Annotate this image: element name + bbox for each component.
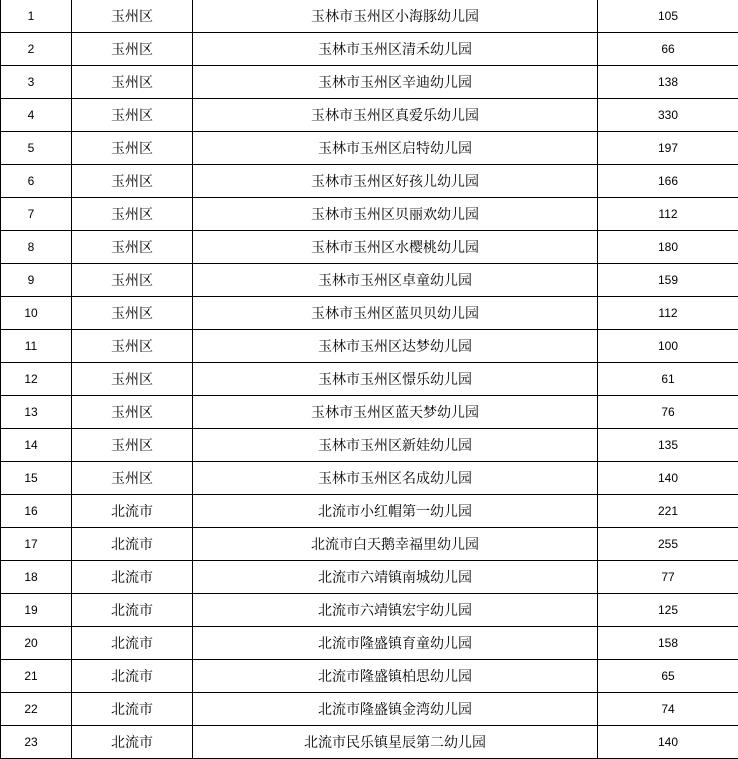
district-cell-text: 玉州区 (111, 372, 153, 388)
count-cell (598, 363, 738, 396)
kindergarten-name-cell-text: 北流市白天鹅幸福里幼儿园 (311, 537, 479, 553)
count-cell-text: 105 (658, 9, 678, 23)
kindergarten-name-cell (193, 231, 598, 264)
table-row (1, 99, 738, 132)
row-number-cell (1, 627, 72, 660)
kindergarten-name-cell-text: 玉林市玉州区辛迪幼儿园 (318, 75, 472, 91)
district-cell (72, 396, 193, 429)
table-row (1, 462, 738, 495)
count-cell-text: 159 (658, 273, 678, 287)
district-cell-text: 玉州区 (111, 339, 153, 355)
row-number-cell (1, 594, 72, 627)
kindergarten-name-cell-text: 玉林市玉州区蓝贝贝幼儿园 (311, 306, 479, 322)
district-cell (72, 66, 193, 99)
kindergarten-name-cell (193, 132, 598, 165)
kindergarten-name-cell-text: 北流市隆盛镇育童幼儿园 (318, 636, 472, 652)
kindergarten-name-cell-text: 玉林市玉州区蓝天梦幼儿园 (311, 405, 479, 421)
count-cell (598, 297, 738, 330)
kindergarten-name-cell-text: 北流市民乐镇星辰第二幼儿园 (304, 735, 486, 751)
row-number-cell (1, 693, 72, 726)
row-number-cell (1, 429, 72, 462)
row-number-cell (1, 726, 72, 759)
count-cell-text: 166 (658, 174, 678, 188)
row-number-cell (1, 528, 72, 561)
count-cell (598, 429, 738, 462)
row-number-cell (1, 264, 72, 297)
kindergarten-name-cell-text: 玉林市玉州区好孩儿幼儿园 (311, 174, 479, 190)
row-number-cell-text: 7 (7, 207, 55, 221)
district-cell-text: 北流市 (111, 570, 153, 586)
kindergarten-name-cell-text: 北流市六靖镇南城幼儿园 (318, 570, 472, 586)
count-cell-text: 112 (658, 306, 677, 320)
count-cell-text: 140 (658, 471, 678, 485)
district-cell (72, 594, 193, 627)
count-cell (598, 594, 738, 627)
table-row (1, 330, 738, 363)
count-cell (598, 660, 738, 693)
count-cell-text: 255 (658, 537, 678, 551)
kindergarten-name-cell-text: 玉林市玉州区名成幼儿园 (318, 471, 472, 487)
row-number-cell (1, 33, 72, 66)
row-number-cell (1, 231, 72, 264)
kindergarten-name-cell (193, 528, 598, 561)
kindergarten-name-cell (193, 0, 598, 33)
count-cell-text: 221 (658, 504, 678, 518)
district-cell (72, 165, 193, 198)
table-row (1, 627, 738, 660)
table-row (1, 726, 738, 759)
district-cell (72, 726, 193, 759)
count-cell (598, 561, 738, 594)
kindergarten-name-cell (193, 33, 598, 66)
table-row (1, 33, 738, 66)
count-cell-text: 76 (661, 405, 674, 419)
row-number-cell (1, 165, 72, 198)
row-number-cell-text: 2 (7, 42, 55, 56)
row-number-cell-text: 9 (7, 273, 55, 287)
row-number-cell-text: 12 (7, 372, 55, 386)
kindergarten-name-cell (193, 330, 598, 363)
district-cell (72, 99, 193, 132)
district-cell-text: 北流市 (111, 636, 153, 652)
table-row (1, 231, 738, 264)
row-number-cell (1, 99, 72, 132)
table-row (1, 396, 738, 429)
district-cell (72, 462, 193, 495)
district-cell-text: 北流市 (111, 702, 153, 718)
row-number-cell-text: 13 (7, 405, 55, 419)
count-cell-text: 112 (658, 207, 677, 221)
row-number-cell (1, 462, 72, 495)
district-cell-text: 北流市 (111, 603, 153, 619)
district-cell (72, 660, 193, 693)
count-cell (598, 0, 738, 33)
kindergarten-name-cell-text: 玉林市玉州区新娃幼儿园 (318, 438, 472, 454)
count-cell (598, 396, 738, 429)
district-cell-text: 玉州区 (111, 9, 153, 25)
kindergarten-name-cell-text: 玉林市玉州区小海豚幼儿园 (311, 9, 479, 25)
district-cell (72, 561, 193, 594)
district-cell (72, 231, 193, 264)
district-cell (72, 627, 193, 660)
row-number-cell-text: 19 (7, 603, 55, 617)
kindergarten-name-cell-text: 玉林市玉州区贝丽欢幼儿园 (311, 207, 479, 223)
kindergarten-name-cell (193, 66, 598, 99)
row-number-cell (1, 660, 72, 693)
count-cell (598, 264, 738, 297)
kindergarten-name-cell-text: 玉林市玉州区卓童幼儿园 (318, 273, 472, 289)
count-cell-text: 135 (658, 438, 678, 452)
row-number-cell-text: 11 (7, 339, 55, 353)
count-cell (598, 66, 738, 99)
district-cell (72, 429, 193, 462)
kindergarten-name-cell-text: 北流市隆盛镇柏思幼儿园 (318, 669, 472, 685)
district-cell-text: 玉州区 (111, 174, 153, 190)
district-cell (72, 198, 193, 231)
row-number-cell-text: 22 (7, 702, 55, 716)
count-cell-text: 197 (658, 141, 678, 155)
row-number-cell (1, 396, 72, 429)
kindergarten-name-cell (193, 198, 598, 231)
row-number-cell (1, 132, 72, 165)
row-number-cell-text: 14 (7, 438, 55, 452)
kindergarten-name-cell (193, 429, 598, 462)
row-number-cell (1, 561, 72, 594)
kindergarten-name-cell-text: 玉林市玉州区水樱桃幼儿园 (311, 240, 479, 256)
kindergarten-name-cell (193, 264, 598, 297)
district-cell-text: 北流市 (111, 735, 153, 751)
count-cell-text: 158 (658, 636, 678, 650)
table-row (1, 264, 738, 297)
kindergarten-name-cell-text: 玉林市玉州区启特幼儿园 (318, 141, 472, 157)
table-row (1, 297, 738, 330)
table-row (1, 660, 738, 693)
district-cell (72, 330, 193, 363)
kindergarten-name-cell-text: 玉林市玉州区憬乐幼儿园 (318, 372, 472, 388)
district-cell-text: 玉州区 (111, 141, 153, 157)
count-cell-text: 125 (658, 603, 678, 617)
kindergarten-name-cell (193, 693, 598, 726)
row-number-cell (1, 330, 72, 363)
count-cell-text: 61 (661, 372, 674, 386)
kindergarten-name-cell (193, 726, 598, 759)
row-number-cell (1, 363, 72, 396)
count-cell-text: 77 (661, 570, 674, 584)
kindergarten-name-cell (193, 462, 598, 495)
district-cell-text: 玉州区 (111, 273, 153, 289)
count-cell (598, 132, 738, 165)
row-number-cell (1, 297, 72, 330)
count-cell (598, 462, 738, 495)
row-number-cell-text: 17 (7, 537, 55, 551)
kindergarten-name-cell (193, 297, 598, 330)
count-cell (598, 99, 738, 132)
district-cell-text: 玉州区 (111, 306, 153, 322)
row-number-cell (1, 0, 72, 33)
district-cell-text: 玉州区 (111, 405, 153, 421)
district-cell-text: 玉州区 (111, 42, 153, 58)
kindergarten-name-cell-text: 北流市隆盛镇金湾幼儿园 (318, 702, 472, 718)
count-cell (598, 165, 738, 198)
kindergarten-name-cell (193, 627, 598, 660)
row-number-cell (1, 495, 72, 528)
district-cell (72, 0, 193, 33)
row-number-cell-text: 18 (7, 570, 55, 584)
count-cell-text: 65 (661, 669, 674, 683)
table-row (1, 165, 738, 198)
district-cell-text: 玉州区 (111, 75, 153, 91)
row-number-cell-text: 1 (7, 9, 55, 23)
kindergarten-name-cell (193, 99, 598, 132)
count-cell (598, 495, 738, 528)
table-row (1, 594, 738, 627)
district-cell-text: 玉州区 (111, 471, 153, 487)
district-cell (72, 528, 193, 561)
count-cell (598, 693, 738, 726)
count-cell-text: 180 (658, 240, 678, 254)
kindergarten-name-cell-text: 玉林市玉州区清禾幼儿园 (318, 42, 472, 58)
district-cell (72, 264, 193, 297)
kindergarten-name-cell (193, 165, 598, 198)
district-cell (72, 33, 193, 66)
row-number-cell-text: 21 (7, 669, 55, 683)
table-row (1, 198, 738, 231)
kindergarten-name-cell-text: 北流市小红帽第一幼儿园 (318, 504, 472, 520)
table-row (1, 132, 738, 165)
row-number-cell-text: 8 (7, 240, 55, 254)
row-number-cell-text: 23 (7, 735, 55, 749)
district-cell-text: 玉州区 (111, 438, 153, 454)
district-cell (72, 297, 193, 330)
row-number-cell-text: 10 (7, 306, 55, 320)
district-cell-text: 玉州区 (111, 240, 153, 256)
table-body (1, 0, 738, 759)
district-cell-text: 北流市 (111, 669, 153, 685)
kindergarten-name-cell (193, 396, 598, 429)
kindergarten-name-cell (193, 363, 598, 396)
count-cell (598, 231, 738, 264)
district-cell (72, 132, 193, 165)
row-number-cell-text: 20 (7, 636, 55, 650)
count-cell-text: 100 (658, 339, 678, 353)
count-cell-text: 66 (661, 42, 674, 56)
count-cell (598, 330, 738, 363)
table-row (1, 66, 738, 99)
table-row (1, 495, 738, 528)
kindergarten-name-cell (193, 660, 598, 693)
kindergarten-name-cell-text: 北流市六靖镇宏宇幼儿园 (318, 603, 472, 619)
district-cell (72, 693, 193, 726)
district-cell-text: 北流市 (111, 504, 153, 520)
count-cell (598, 726, 738, 759)
count-cell (598, 33, 738, 66)
row-number-cell-text: 5 (7, 141, 55, 155)
kindergarten-name-cell-text: 玉林市玉州区达梦幼儿园 (318, 339, 472, 355)
row-number-cell-text: 15 (7, 471, 55, 485)
district-cell-text: 玉州区 (111, 108, 153, 124)
count-cell-text: 138 (658, 75, 678, 89)
table-row (1, 561, 738, 594)
row-number-cell-text: 16 (7, 504, 55, 518)
row-number-cell-text: 3 (7, 75, 55, 89)
district-cell (72, 363, 193, 396)
count-cell (598, 198, 738, 231)
kindergarten-name-cell (193, 495, 598, 528)
row-number-cell (1, 198, 72, 231)
district-cell (72, 495, 193, 528)
table-row (1, 528, 738, 561)
row-number-cell-text: 6 (7, 174, 55, 188)
table-row (1, 429, 738, 462)
row-number-cell (1, 66, 72, 99)
count-cell (598, 627, 738, 660)
count-cell (598, 528, 738, 561)
count-cell-text: 330 (658, 108, 678, 122)
kindergarten-name-cell (193, 594, 598, 627)
count-cell-text: 74 (661, 702, 674, 716)
kindergarten-name-cell-text: 玉林市玉州区真爱乐幼儿园 (311, 108, 479, 124)
table-row (1, 363, 738, 396)
count-cell-text: 140 (658, 735, 678, 749)
table-row (1, 693, 738, 726)
district-cell-text: 北流市 (111, 537, 153, 553)
kindergarten-name-cell (193, 561, 598, 594)
row-number-cell-text: 4 (7, 108, 55, 122)
table-row (1, 0, 738, 33)
district-cell-text: 玉州区 (111, 207, 153, 223)
